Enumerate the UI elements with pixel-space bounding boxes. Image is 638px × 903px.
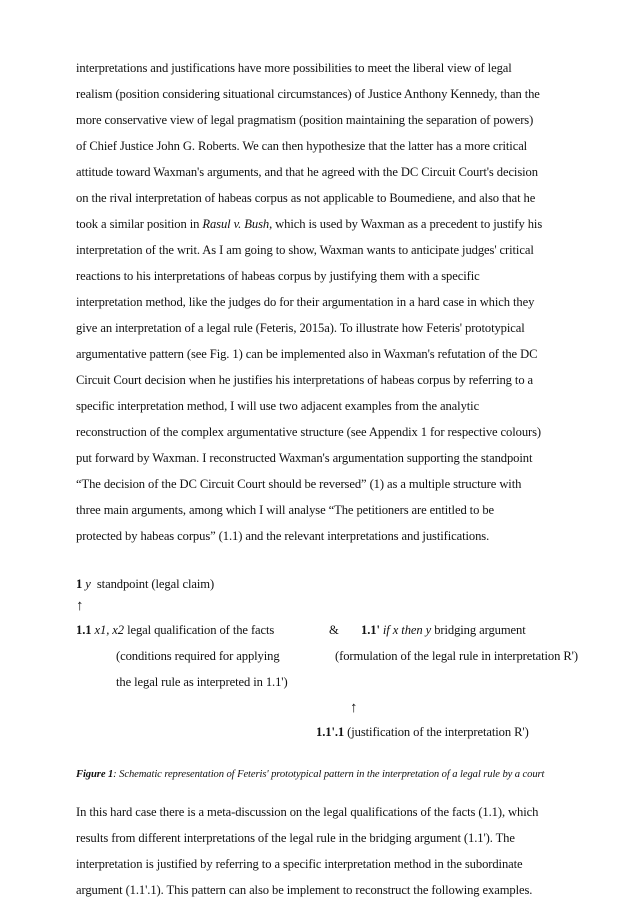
paragraph-1-line: on the rival interpretation of habeas corpus as not applicable to Boumediene, and also that he	[76, 191, 536, 205]
paragraph-1-line: give an interpretation of a legal rule (Feteris, 2015a). To illustrate how Feteris' prototypical	[76, 321, 525, 335]
argument-variables: x1, x2	[94, 623, 124, 637]
bridging-number: 1.1'	[361, 623, 380, 637]
paragraph-2-line: results from different interpretations of the legal rule in the bridging argument (1.1'). The	[76, 831, 515, 845]
paragraph-2-line: interpretation is justified by referring to a specific interpretation method in the subordinate	[76, 857, 523, 871]
paragraph-1-line: “The decision of the DC Circuit Court should be reversed” (1) as a multiple structure with	[76, 477, 522, 491]
paragraph-2-line: In this hard case there is a meta-discussion on the legal qualifications of the facts (1.1), which	[76, 805, 539, 819]
caption-label: Figure 1	[76, 769, 114, 780]
justification-number: 1.1'.1	[316, 725, 345, 739]
paragraph-1-line: argumentative pattern (see Fig. 1) can be implemented also in Waxman's refutation of the DC	[76, 347, 538, 361]
conditions-text-cont: the legal rule as interpreted in 1.1')	[116, 675, 288, 689]
paragraph-1-line: interpretations and justifications have more possibilities to meet the liberal view of legal	[76, 61, 512, 75]
up-arrow-icon: ↑	[350, 700, 358, 716]
paragraph-1-line: attitude toward Waxman's arguments, and that he agreed with the DC Circuit Court's decision	[76, 165, 538, 179]
ampersand: &	[329, 623, 339, 637]
paragraph-1-line: of Chief Justice John G. Roberts. We can then hypothesize that the latter has a more critical	[76, 139, 528, 153]
paragraph-1-line: reactions to his interpretations of habeas corpus by justifying them with a specific	[76, 269, 480, 283]
bridging-condition: if x then y	[382, 623, 432, 637]
paragraph-1-line: specific interpretation method, I will use two adjacent examples from the analytic	[76, 399, 480, 413]
standpoint-variable: y	[85, 577, 91, 591]
paragraph-1-line: interpretation method, like the judges do for their argumentation in a hard case in which they	[76, 295, 535, 309]
text-run: , which is used by Waxman as a precedent to justify his	[269, 217, 543, 231]
paragraph-1-line: three main arguments, among which I will analyse “The petitioners are entitled to be	[76, 503, 495, 517]
case-name-italic: Rasul v. Bush	[202, 217, 270, 231]
paragraph-1-line	[76, 216, 566, 232]
paragraph-1-line: reconstruction of the complex argumentative structure (see Appendix 1 for respective colours)	[76, 425, 542, 439]
figure-standpoint-row	[76, 576, 566, 592]
standpoint-number: 1	[76, 577, 83, 591]
figure-bridging-row	[361, 622, 566, 638]
paragraph-1-line: interpretation of the writ. As I am going to show, Waxman wants to anticipate judges' critical	[76, 243, 534, 257]
paragraph-1-line: more conservative view of legal pragmatism (position maintaining the separation of powers)	[76, 113, 534, 127]
standpoint-label: standpoint (legal claim)	[96, 577, 215, 591]
paragraph-1-line: realism (position considering situational circumstances) of Justice Anthony Kennedy, than the	[76, 87, 540, 101]
bridging-label: bridging argument	[434, 623, 526, 637]
figure-justification-row	[316, 724, 566, 740]
caption-text: : Schematic representation of Feteris' prototypical pattern in the interpretation of a legal rule by a court	[113, 769, 545, 780]
text-run: took a similar position in	[76, 217, 203, 231]
paragraph-2-line: argument (1.1'.1). This pattern can also be implement to reconstruct the following examples.	[76, 883, 533, 897]
up-arrow-icon: ↑	[76, 598, 84, 614]
rule-formulation-text: (formulation of the legal rule in interpretation R')	[335, 649, 578, 663]
paragraph-1-line: protected by habeas corpus” (1.1) and the relevant interpretations and justifications.	[76, 529, 490, 543]
paragraph-1-line: Circuit Court decision when he justifies his interpretations of habeas corpus by referring to a	[76, 373, 534, 387]
justification-label: (justification of the interpretation R')	[347, 725, 529, 739]
argument-label: legal qualification of the facts	[127, 623, 275, 637]
figure-caption	[76, 767, 566, 783]
conditions-text: (conditions required for applying	[116, 649, 280, 663]
argument-number: 1.1	[76, 623, 92, 637]
paragraph-1-line: put forward by Waxman. I reconstructed Waxman's argumentation supporting the standpoint	[76, 451, 533, 465]
